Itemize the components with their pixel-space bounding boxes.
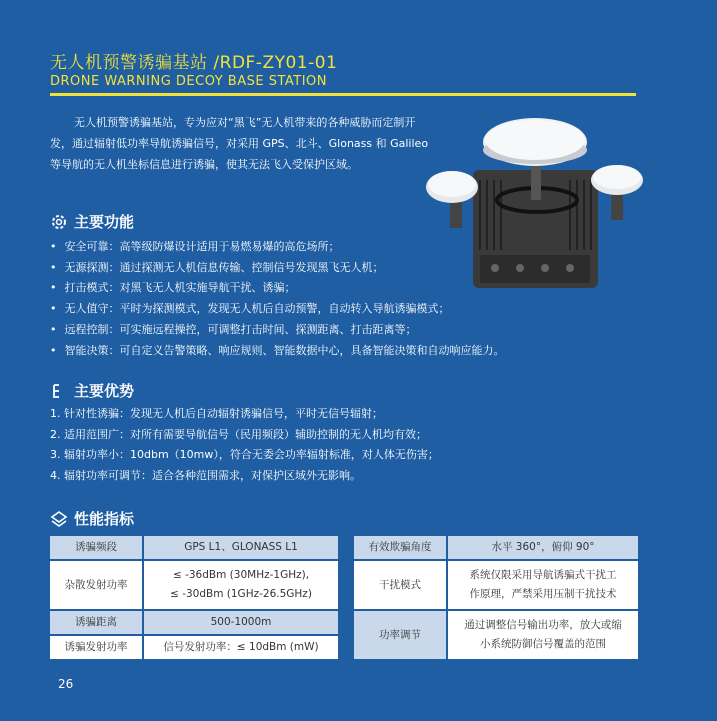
functions-heading-text: 主要功能 bbox=[74, 213, 135, 231]
bracket-icon bbox=[50, 382, 68, 400]
list-item: • 远程控制：可实施远程操控，可调整打击时间、探测距离、打击距离等； bbox=[50, 320, 650, 341]
functions-list bbox=[50, 237, 650, 361]
spec-value: 信号发射功率：≤ 10dBm (mW) bbox=[144, 636, 338, 659]
spec-value-line: 系统仅限采用导航诱骗式干扰工 bbox=[469, 569, 617, 581]
spec-value: GPS L1、GLONASS L1 bbox=[144, 536, 338, 559]
list-item: • 无人值守：平时为探测模式，发现无人机后自动预警，自动转入导航诱骗模式； bbox=[50, 299, 650, 320]
list-item: 2. 适用范围广：对所有需要导航信号（民用频段）辅助控制的无人机均有效； bbox=[50, 427, 427, 441]
spec-label: 有效欺骗角度 bbox=[354, 536, 446, 559]
list-item: • 无源探测：通过探测无人机信息传输、控制信号发现黑飞无人机； bbox=[50, 258, 650, 279]
spec-table-right bbox=[352, 534, 640, 661]
spec-label: 功率调节 bbox=[354, 611, 446, 659]
list-item: • 安全可靠：高等级防爆设计适用于易燃易爆的高危场所； bbox=[50, 237, 650, 258]
list-item: • 打击模式：对黑飞无人机实施导航干扰、诱骗； bbox=[50, 278, 650, 299]
list-item: 3. 辐射功率小：10dbm（10mw），符合无委会功率辐射标准，对人体无伤害； bbox=[50, 448, 439, 462]
table-row bbox=[354, 536, 638, 559]
spec-value bbox=[144, 561, 338, 609]
intro-paragraph: 无人机预警诱骗基站，专为应对“黑飞”无人机带来的各种威胁而定制开发，通过辐射低功率导航诱骗信号，对采用 GPS、北斗、Glonass 和 Galileo 等导航的无人机坐标信息进行诱骗，使其无法飞入受保护区域。 bbox=[50, 116, 429, 171]
spec-value-line: 通过调整信号输出功率，放大或缩 bbox=[464, 619, 622, 631]
spec-value bbox=[448, 561, 638, 609]
spec-value-line: ≤ -30dBm (1GHz-26.5GHz) bbox=[170, 588, 312, 600]
gear-icon bbox=[50, 213, 68, 231]
page-number: 26 bbox=[58, 677, 74, 691]
table-row bbox=[50, 636, 338, 659]
page-title: 无人机预警诱骗基站 /RDF-ZY01-01 bbox=[50, 53, 338, 73]
spec-label: 诱骗频段 bbox=[50, 536, 142, 559]
spec-label: 诱骗距离 bbox=[50, 611, 142, 634]
table-row bbox=[50, 611, 338, 634]
page-subtitle: DRONE WARNING DECOY BASE STATION bbox=[50, 74, 328, 89]
table-row bbox=[354, 611, 638, 659]
spec-value: 水平 360°，俯仰 90° bbox=[448, 536, 638, 559]
advantages-heading-text: 主要优势 bbox=[74, 382, 135, 400]
spec-label: 干扰模式 bbox=[354, 561, 446, 609]
table-row bbox=[50, 561, 338, 609]
layers-icon bbox=[50, 510, 68, 528]
spec-value-line: ≤ -36dBm (30MHz-1GHz), bbox=[172, 569, 310, 581]
list-item: 4. 辐射功率可调节：适合各种范围需求，对保护区域外无影响。 bbox=[50, 469, 361, 483]
specs-heading-text: 性能指标 bbox=[74, 510, 135, 528]
spec-value-line: 小系统防御信号覆盖的范围 bbox=[480, 638, 606, 650]
spec-value-line: 作原理，严禁采用压制干扰技术 bbox=[469, 588, 617, 600]
list-item: 1. 针对性诱骗：发现无人机后自动辐射诱骗信号，平时无信号辐射； bbox=[50, 407, 383, 420]
table-row bbox=[50, 536, 338, 559]
title-divider bbox=[50, 93, 636, 96]
list-item: • 智能决策：可自定义告警策略、响应规则、智能数据中心，具备智能决策和自动响应能力。 bbox=[50, 341, 650, 362]
spec-value: 500-1000m bbox=[144, 611, 338, 634]
spec-label: 诱骗发射功率 bbox=[50, 636, 142, 659]
table-row bbox=[354, 561, 638, 609]
advantages-list bbox=[50, 404, 650, 487]
spec-table-left bbox=[48, 534, 340, 661]
spec-value bbox=[448, 611, 638, 659]
advantages-heading bbox=[50, 380, 134, 401]
spec-label: 杂散发射功率 bbox=[50, 561, 142, 609]
functions-heading bbox=[50, 211, 134, 232]
specs-heading bbox=[50, 508, 134, 529]
